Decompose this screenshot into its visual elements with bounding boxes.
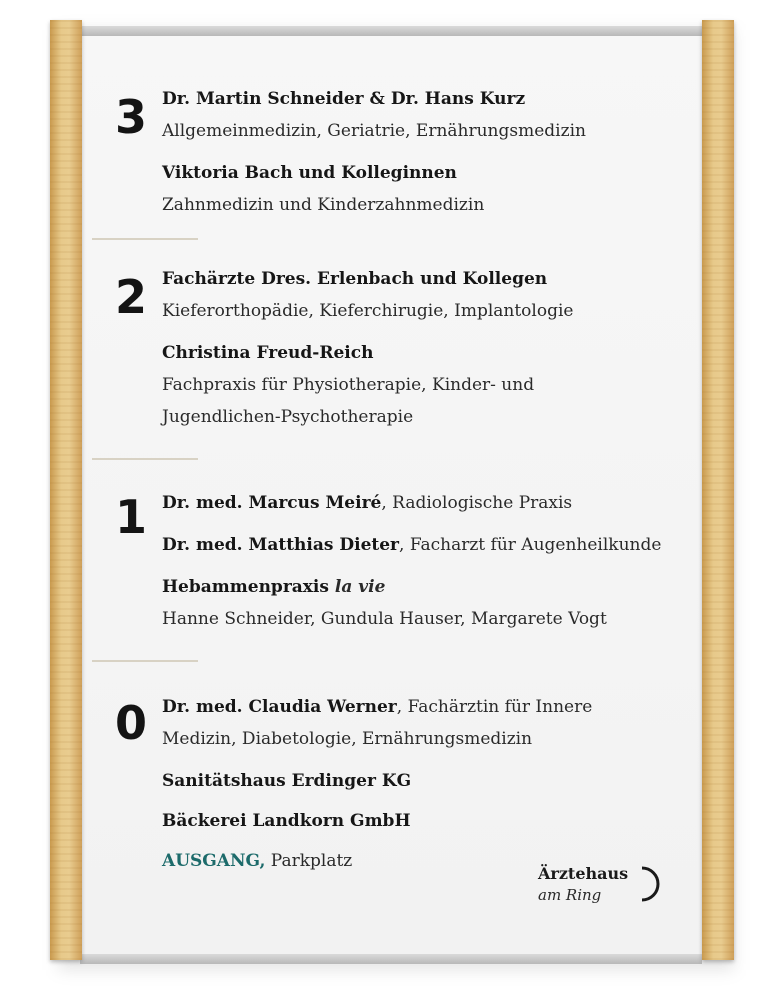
floor-divider bbox=[92, 458, 198, 460]
entry-line: Dr. med. Claudia Werner, Fachärztin für Innere bbox=[162, 697, 593, 717]
entry-detail: Hanne Schneider, Gundula Hauser, Margarete Vogt bbox=[162, 609, 607, 629]
entry-detail: Kieferorthopädie, Kieferchirugie, Implantologie bbox=[162, 301, 574, 321]
entry-line: Dr. med. Matthias Dieter, Facharzt für Augenheilkunde bbox=[162, 535, 662, 555]
entry-name: Fachärzte Dres. Erlenbach und Kollegen bbox=[162, 269, 548, 289]
aerztehaus-logo bbox=[538, 864, 668, 914]
exit-line: AUSGANG, Parkplatz bbox=[162, 851, 353, 871]
floor-number-0: 0 bbox=[114, 696, 147, 750]
entry-line: Dr. med. Marcus Meiré, Radiologische Praxis bbox=[162, 493, 573, 513]
floor-divider bbox=[92, 660, 198, 662]
bottom-rail bbox=[80, 954, 702, 964]
floor-divider bbox=[92, 238, 198, 240]
entry-detail: Medizin, Diabetologie, Ernährungsmedizin bbox=[162, 729, 533, 749]
top-rail bbox=[80, 26, 702, 36]
floor-number-2: 2 bbox=[114, 270, 147, 324]
entry-name: Viktoria Bach und Kolleginnen bbox=[162, 163, 457, 183]
entry-detail: Zahnmedizin und Kinderzahnmedizin bbox=[162, 195, 485, 215]
left-wood-post bbox=[50, 20, 82, 960]
entry-detail: Allgemeinmedizin, Geriatrie, Ernährungsmedizin bbox=[162, 121, 586, 141]
entry-name: Bäckerei Landkorn GmbH bbox=[162, 811, 411, 831]
entry-name: Hebammenpraxis la vie bbox=[162, 577, 386, 597]
logo-subtitle: am Ring bbox=[538, 886, 602, 904]
entry-name: Dr. Martin Schneider & Dr. Hans Kurz bbox=[162, 89, 526, 109]
logo-arc-icon bbox=[636, 864, 664, 904]
exit-label: AUSGANG, bbox=[162, 851, 266, 871]
floor-number-1: 1 bbox=[114, 490, 147, 544]
right-wood-post bbox=[702, 20, 734, 960]
entry-detail: Fachpraxis für Physiotherapie, Kinder- und bbox=[162, 375, 535, 395]
entry-name: Sanitätshaus Erdinger KG bbox=[162, 771, 412, 791]
entry-name: Christina Freud-Reich bbox=[162, 343, 374, 363]
floor-number-3: 3 bbox=[114, 90, 147, 144]
entry-detail: Jugendlichen-Psychotherapie bbox=[162, 407, 414, 427]
logo-name: Ärztehaus bbox=[538, 864, 629, 883]
